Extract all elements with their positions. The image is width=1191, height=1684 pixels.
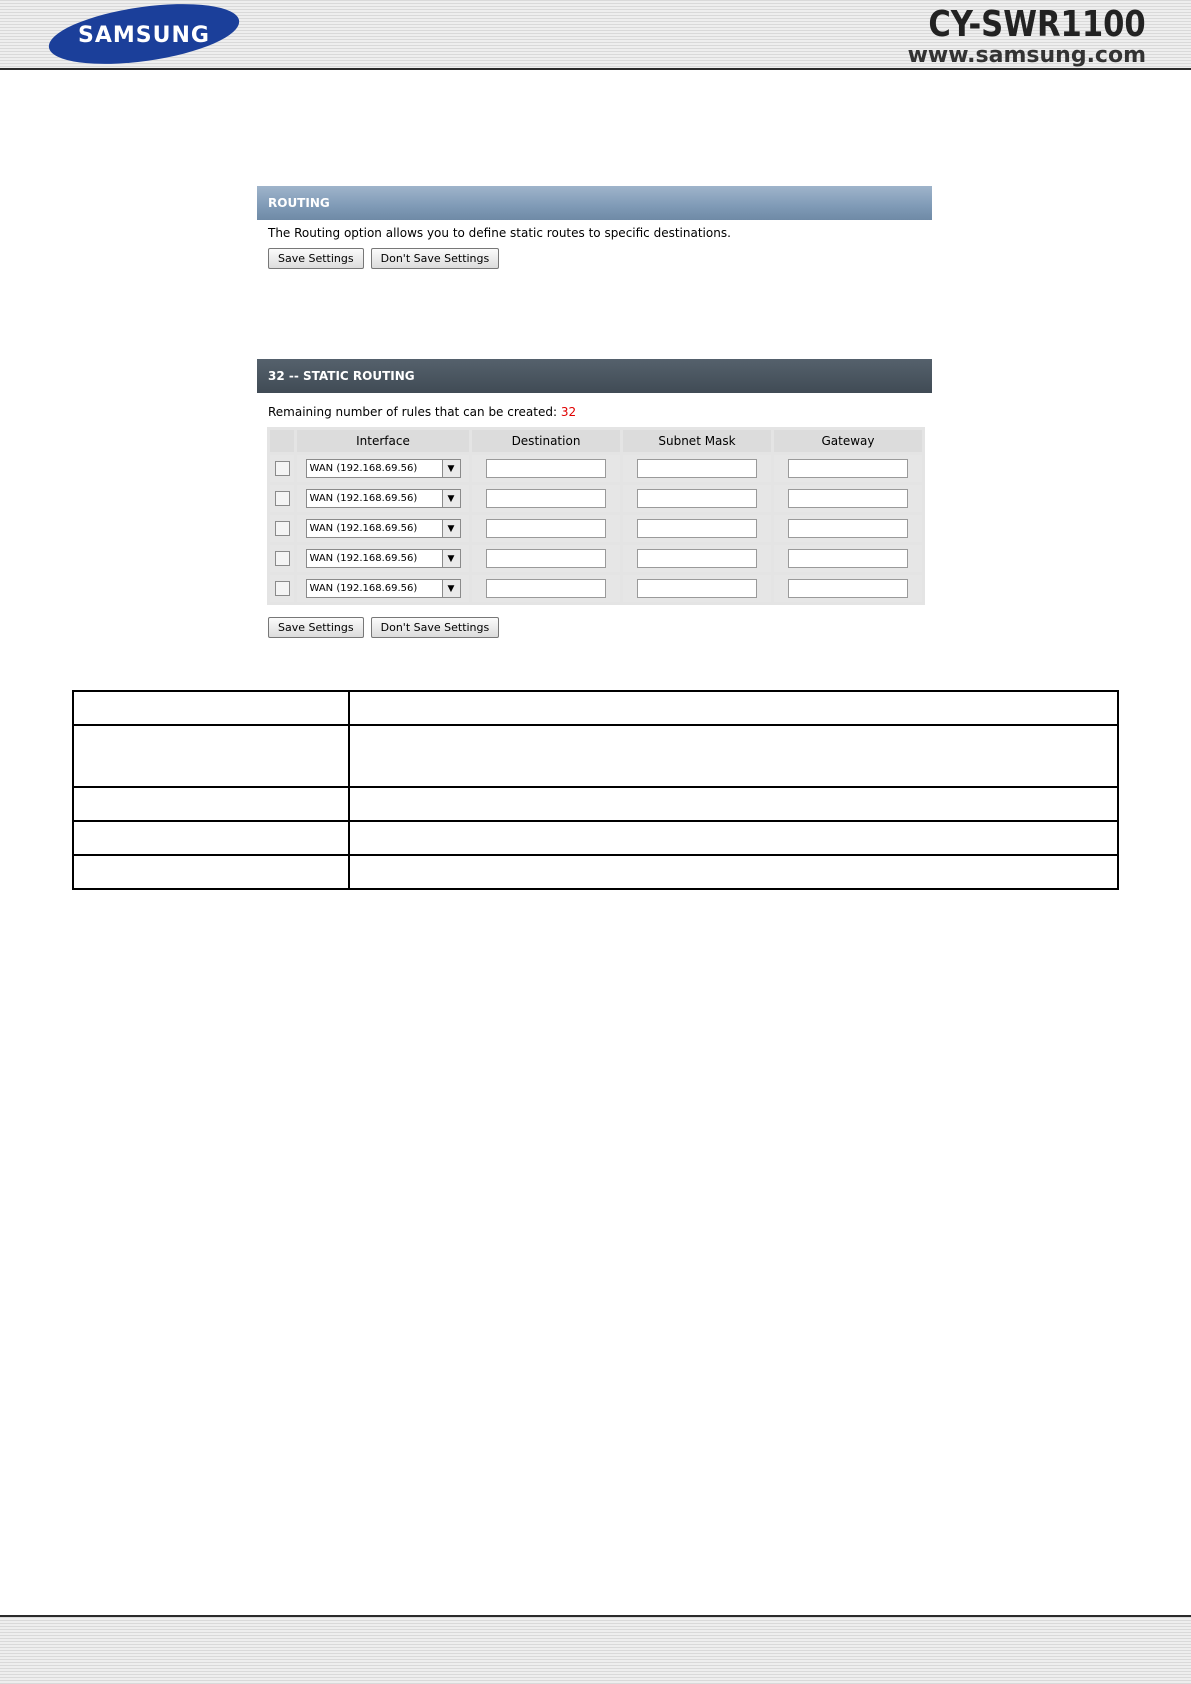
chevron-down-icon[interactable]: ▼	[442, 460, 460, 477]
table-row	[270, 575, 922, 602]
column-header: Subnet Mask	[623, 430, 771, 452]
row-checkbox[interactable]	[275, 551, 290, 566]
column-header: Gateway	[774, 430, 922, 452]
table-cell-key	[73, 787, 349, 821]
subnet-mask-input[interactable]	[637, 519, 757, 538]
interface-select[interactable]: WAN (192.168.69.56) ▼	[306, 489, 461, 508]
table-cell-value	[349, 821, 1118, 855]
website: www.samsung.com	[907, 43, 1146, 68]
subnet-mask-input[interactable]	[637, 459, 757, 478]
table-row	[270, 485, 922, 512]
interface-select[interactable]: WAN (192.168.69.56) ▼	[306, 459, 461, 478]
remaining-rules	[257, 393, 932, 419]
table-row	[73, 821, 1118, 855]
samsung-logo	[44, 4, 244, 64]
description-table	[72, 690, 1119, 890]
table-row	[270, 545, 922, 572]
gateway-input[interactable]	[788, 459, 908, 478]
header-rule	[0, 68, 1191, 70]
save-settings-button[interactable]: Save Settings	[268, 248, 364, 269]
interface-select[interactable]: WAN (192.168.69.56) ▼	[306, 549, 461, 568]
static-routing-buttons	[257, 605, 932, 638]
column-header: Interface	[297, 430, 469, 452]
table-cell-key	[73, 691, 349, 725]
table-cell-value	[349, 855, 1118, 889]
table-row	[73, 787, 1118, 821]
model-block	[890, 6, 1146, 68]
chevron-down-icon[interactable]: ▼	[442, 490, 460, 507]
page-footer	[0, 1617, 1191, 1684]
table-cell-value	[349, 691, 1118, 725]
row-checkbox[interactable]	[275, 581, 290, 596]
interface-select[interactable]: WAN (192.168.69.56) ▼	[306, 519, 461, 538]
model-name: CY-SWR1100	[928, 4, 1146, 45]
page-header	[0, 0, 1191, 68]
subnet-mask-input[interactable]	[637, 549, 757, 568]
interface-select[interactable]: WAN (192.168.69.56) ▼	[306, 579, 461, 598]
column-header: Destination	[472, 430, 620, 452]
table-cell-value	[349, 787, 1118, 821]
select-column-header	[270, 430, 294, 452]
table-row	[73, 855, 1118, 889]
chevron-down-icon[interactable]: ▼	[442, 550, 460, 567]
chevron-down-icon[interactable]: ▼	[442, 580, 460, 597]
table-row	[73, 691, 1118, 725]
destination-input[interactable]	[486, 549, 606, 568]
table-row	[73, 725, 1118, 787]
table-cell-key	[73, 821, 349, 855]
gateway-input[interactable]	[788, 579, 908, 598]
table-row	[270, 515, 922, 542]
table-cell-value	[349, 725, 1118, 787]
routing-buttons	[257, 240, 932, 269]
destination-input[interactable]	[486, 519, 606, 538]
subnet-mask-input[interactable]	[637, 579, 757, 598]
gateway-input[interactable]	[788, 519, 908, 538]
static-routing-panel	[257, 359, 932, 638]
chevron-down-icon[interactable]: ▼	[442, 520, 460, 537]
table-cell-key	[73, 855, 349, 889]
save-settings-button[interactable]: Save Settings	[268, 617, 364, 638]
row-checkbox[interactable]	[275, 491, 290, 506]
routing-description: The Routing option allows you to define static routes to specific destinations.	[268, 226, 731, 240]
row-checkbox[interactable]	[275, 461, 290, 476]
remaining-count: 32	[560, 405, 577, 419]
remaining-label: Remaining number of rules that can be created:	[268, 405, 558, 419]
destination-input[interactable]	[486, 579, 606, 598]
gateway-input[interactable]	[788, 549, 908, 568]
dont-save-settings-button[interactable]: Don't Save Settings	[371, 248, 500, 269]
destination-input[interactable]	[486, 489, 606, 508]
dont-save-settings-button[interactable]: Don't Save Settings	[371, 617, 500, 638]
row-checkbox[interactable]	[275, 521, 290, 536]
subnet-mask-input[interactable]	[637, 489, 757, 508]
destination-input[interactable]	[486, 459, 606, 478]
static-routing-title: 32 -- STATIC ROUTING	[257, 359, 932, 393]
routing-panel	[257, 186, 932, 269]
static-routes-table	[267, 427, 925, 605]
table-row	[270, 455, 922, 482]
routing-title: ROUTING	[257, 186, 932, 220]
table-cell-key	[73, 725, 349, 787]
brand-text: SAMSUNG	[78, 23, 210, 48]
gateway-input[interactable]	[788, 489, 908, 508]
